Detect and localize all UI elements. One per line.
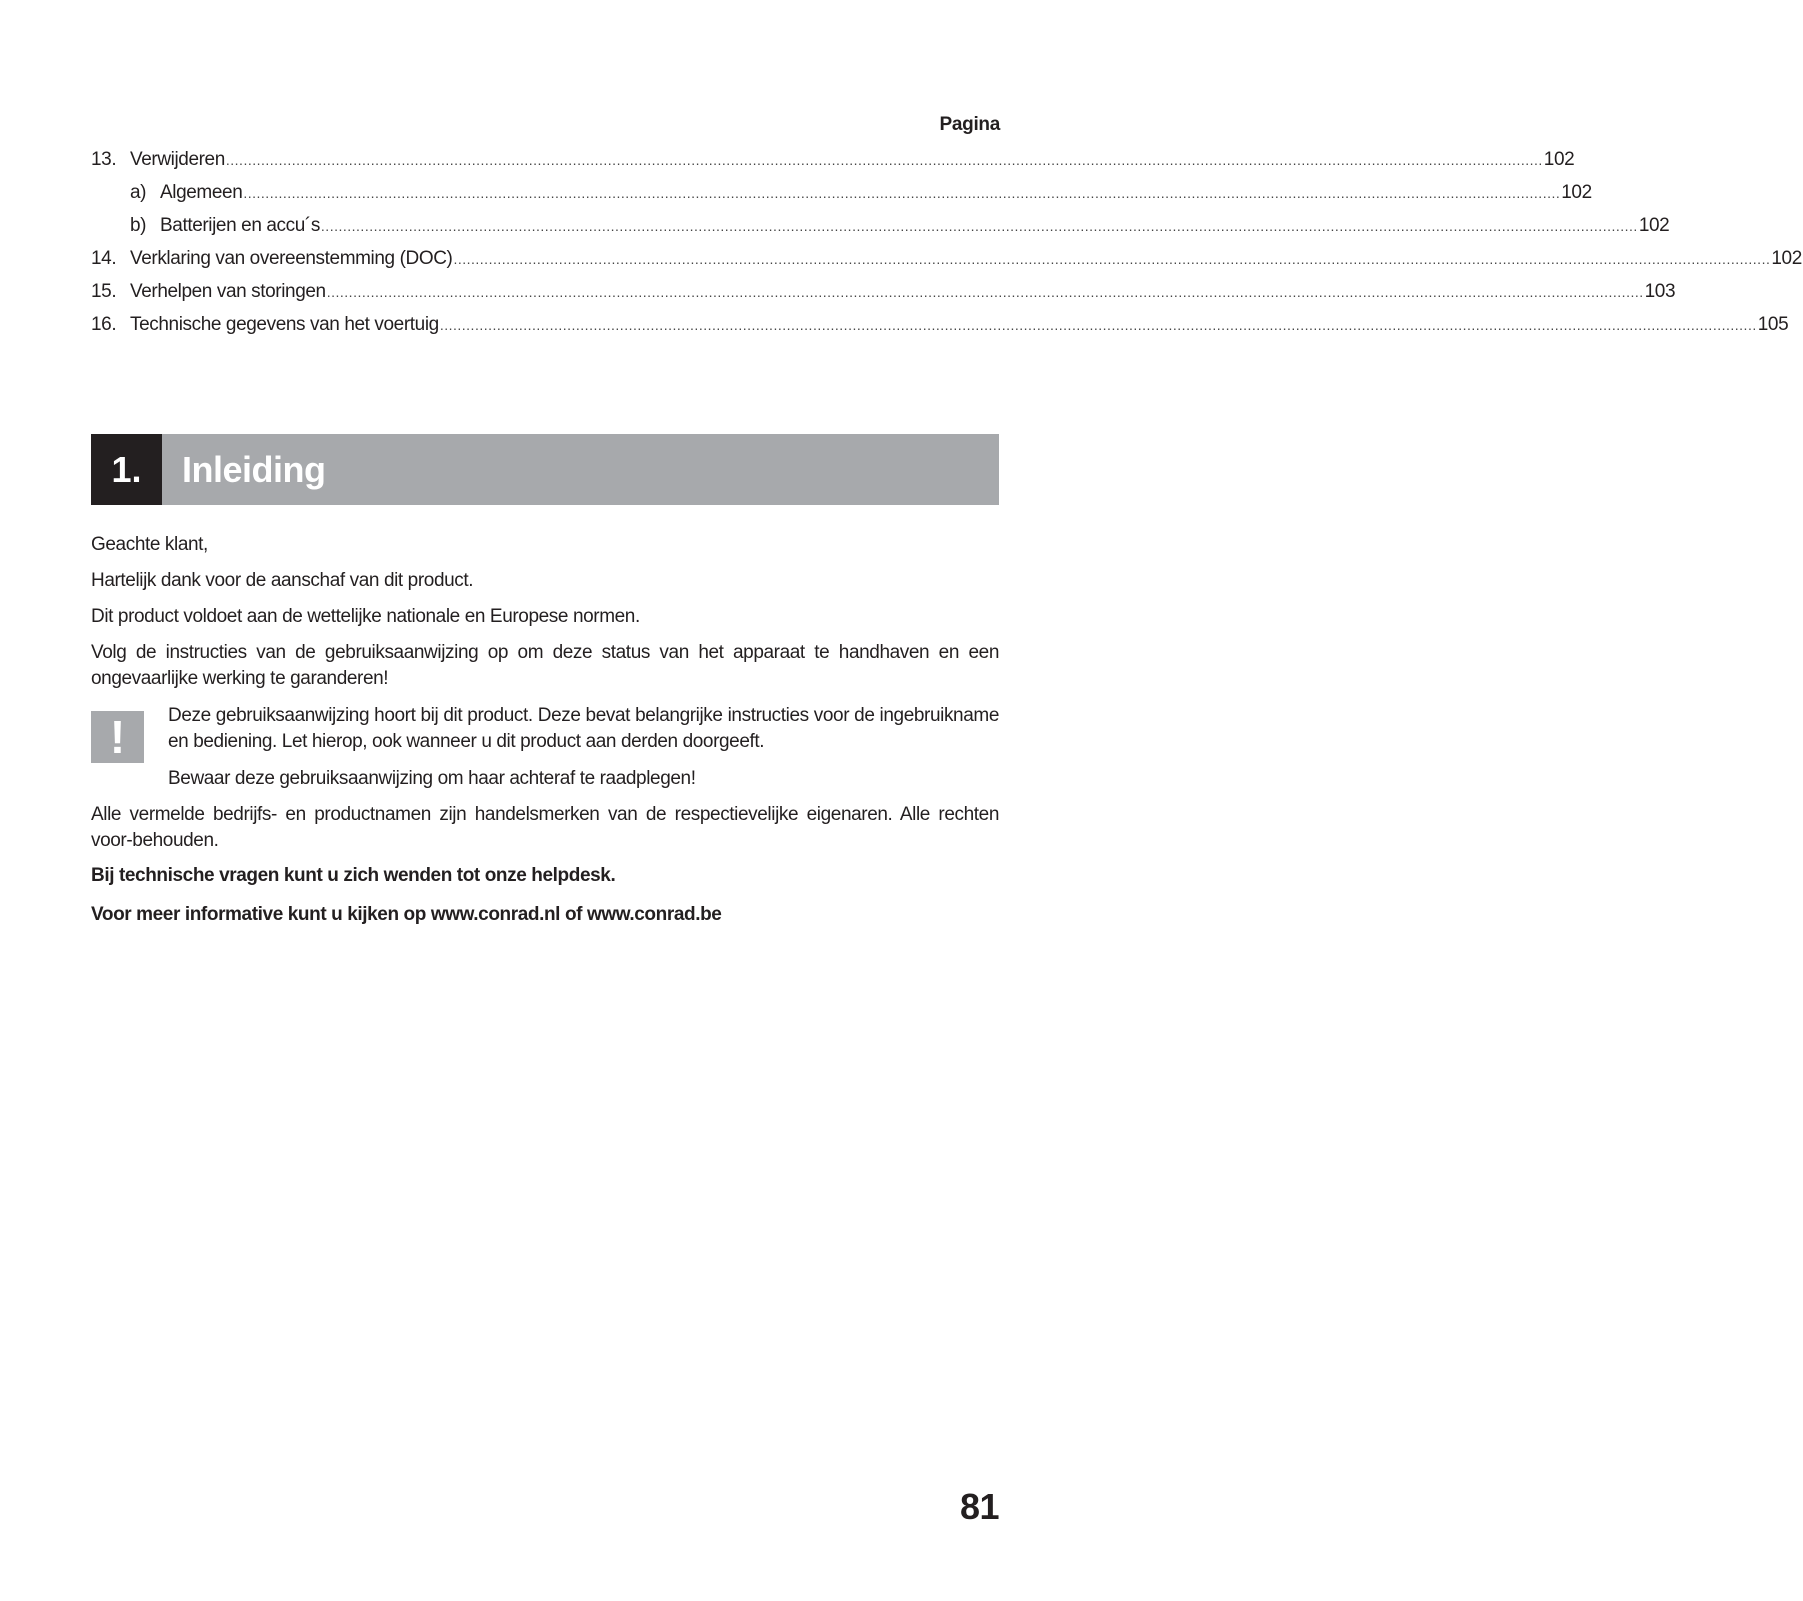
toc-entry-page: 102 xyxy=(1638,215,1670,236)
toc-dot-leader: ............................................................................................................................................................................................................................................................................................................ xyxy=(453,251,1771,267)
toc-entry xyxy=(91,215,1670,248)
helpdesk-text: Bij technische vragen kunt u zich wenden tot onze helpdesk. xyxy=(91,865,616,886)
toc-entry-page: 105 xyxy=(1757,314,1789,335)
toc-dot-leader: ............................................................................................................................................................................................................................................................................................................ xyxy=(326,284,1644,300)
toc-entry-number: 16. xyxy=(91,314,117,335)
warning-keep-text: Bewaar deze gebruiksaanwijzing om haar achteraf te raadplegen! xyxy=(168,768,696,789)
toc-entry-number: 14. xyxy=(91,248,117,269)
toc-dot-leader: ............................................................................................................................................................................................................................................................................................................ xyxy=(439,317,1757,333)
toc-entry-page: 102 xyxy=(1771,248,1802,269)
toc-entry-title: Verklaring van overeenstemming (DOC) xyxy=(130,248,453,269)
toc-dot-leader: ............................................................................................................................................................................................................................................................................................................ xyxy=(225,152,1543,168)
toc-entry-title: Algemeen xyxy=(160,182,243,203)
toc-entry xyxy=(91,248,1802,281)
table-of-contents xyxy=(91,149,1802,347)
section-number: 1. xyxy=(91,434,162,505)
toc-entry-title: Technische gegevens van het voertuig xyxy=(130,314,439,335)
section-title: Inleiding xyxy=(182,448,326,490)
page-number: 81 xyxy=(959,1486,999,1527)
toc-entry-page: 103 xyxy=(1644,281,1676,302)
norms-text: Dit product voldoet aan de wettelijke nationale en Europese normen. xyxy=(91,606,640,627)
section-heading-bar xyxy=(91,434,999,505)
greeting-text: Geachte klant, xyxy=(91,534,208,555)
toc-page-column-header: Pagina xyxy=(939,114,1000,135)
warning-text: Deze gebruiksaanwijzing hoort bij dit product. Deze bevat belangrijke instructies voor de ingebruikname en bediening. Let hierop, ook wanneer u dit product aan derden doorgeeft. xyxy=(168,705,999,752)
toc-entry-page: 102 xyxy=(1543,149,1575,170)
toc-dot-leader: ............................................................................................................................................................................................................................................................................................................ xyxy=(320,218,1638,234)
toc-entry xyxy=(91,314,1789,347)
toc-entry-title: Batterijen en accu´s xyxy=(160,215,320,236)
instructions-text: Volg de instructies van de gebruiksaanwijzing op om deze status van het apparaat te handhaven en een ongevaarlijke werking te garanderen! xyxy=(91,642,999,689)
toc-entry-title: Verhelpen van storingen xyxy=(130,281,326,302)
exclamation-icon: ! xyxy=(91,711,144,763)
toc-entry-number: 13. xyxy=(91,149,117,170)
toc-entry-title: Verwijderen xyxy=(130,149,225,170)
trademarks-text: Alle vermelde bedrijfs- en productnamen zijn handelsmerken van de respectievelijke eigenaren. Alle rechten voor-behouden. xyxy=(91,804,999,851)
toc-dot-leader: ............................................................................................................................................................................................................................................................................................................ xyxy=(243,185,1561,201)
toc-entry-number: 15. xyxy=(91,281,117,302)
toc-entry xyxy=(91,149,1575,182)
toc-entry-page: 102 xyxy=(1561,182,1592,203)
toc-entry-number: b) xyxy=(130,215,147,236)
thanks-text: Hartelijk dank voor de aanschaf van dit product. xyxy=(91,570,474,591)
toc-entry xyxy=(91,182,1592,215)
toc-entry xyxy=(91,281,1676,314)
toc-entry-number: a) xyxy=(130,182,147,203)
more-info-text: Voor meer informative kunt u kijken op www.conrad.nl of www.conrad.be xyxy=(91,904,722,925)
